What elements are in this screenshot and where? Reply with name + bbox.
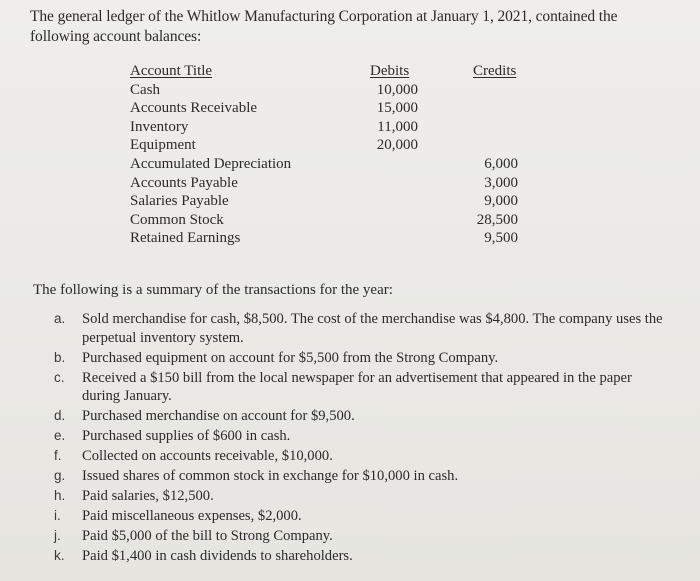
transaction-item xyxy=(50,349,670,368)
transaction-letter: f. xyxy=(54,448,62,463)
account-title: Retained Earnings xyxy=(130,230,241,247)
header-debits: Debits xyxy=(370,63,410,79)
transaction-text: Issued shares of common stock in exchange for $10,000 in cash. xyxy=(82,468,459,484)
transaction-list xyxy=(50,310,670,567)
account-title: Common Stock xyxy=(130,211,224,228)
transaction-item xyxy=(50,427,670,446)
credit-amount: 9,000 xyxy=(484,193,518,210)
transaction-letter: k. xyxy=(54,548,65,563)
debit-amount: 10,000 xyxy=(376,81,418,98)
transaction-item xyxy=(50,369,670,406)
header-credits: Credits xyxy=(473,63,517,79)
transaction-letter: i. xyxy=(54,508,61,523)
credit-amount: 9,500 xyxy=(484,230,518,247)
transaction-text: Paid $1,400 in cash dividends to shareholders. xyxy=(82,548,353,564)
transaction-letter: g. xyxy=(54,468,66,483)
transaction-item xyxy=(50,487,670,506)
header-account-title: Account Title xyxy=(130,63,213,79)
account-title: Accounts Payable xyxy=(130,174,238,191)
transaction-letter: j. xyxy=(54,528,61,543)
account-title: Accumulated Depreciation xyxy=(130,155,292,172)
transaction-item xyxy=(50,527,670,546)
debit-amount: 20,000 xyxy=(376,137,418,154)
account-title: Equipment xyxy=(130,137,196,154)
account-title: Salaries Payable xyxy=(130,193,229,210)
transaction-text: Paid salaries, $12,500. xyxy=(82,488,214,504)
debit-amount: 15,000 xyxy=(376,100,418,117)
transaction-letter: c. xyxy=(54,369,65,385)
debit-amount: 11,000 xyxy=(377,118,418,135)
account-title: Cash xyxy=(130,81,160,98)
credit-amount: 6,000 xyxy=(484,155,518,172)
transaction-text: Purchased supplies of $600 in cash. xyxy=(82,428,291,444)
summary-heading: The following is a summary of the transactions for the year: xyxy=(33,282,393,298)
transaction-text: Received a $150 bill from the local newspaper for an advertisement that appeared in the paper during January. xyxy=(82,369,632,404)
intro-paragraph: The general ledger of the Whitlow Manufacturing Corporation at January 1, 2021, contained the following account balances: xyxy=(30,8,618,45)
transaction-text: Sold merchandise for cash, $8,500. The cost of the merchandise was $4,800. The company uses the perpetual inventory system. xyxy=(82,311,663,346)
transaction-text: Paid miscellaneous expenses, $2,000. xyxy=(82,508,302,524)
account-title: Inventory xyxy=(130,118,189,135)
transaction-item xyxy=(50,447,670,466)
account-title: Accounts Receivable xyxy=(130,100,258,117)
transaction-item xyxy=(50,547,670,566)
transaction-letter: d. xyxy=(54,408,66,423)
transaction-letter: a. xyxy=(54,311,66,326)
transaction-text: Purchased equipment on account for $5,500 from the Strong Company. xyxy=(82,349,499,366)
transaction-text: Collected on accounts receivable, $10,000. xyxy=(82,448,333,464)
transaction-text: Purchased merchandise on account for $9,500. xyxy=(82,408,355,424)
transaction-item xyxy=(50,507,670,526)
credit-amount: 3,000 xyxy=(484,174,518,191)
transaction-letter: b. xyxy=(54,349,66,365)
transaction-letter: h. xyxy=(54,488,66,503)
transaction-item xyxy=(50,310,670,347)
transaction-item xyxy=(50,467,670,486)
credit-amount: 28,500 xyxy=(476,211,518,228)
transaction-text: Paid $5,000 of the bill to Strong Company. xyxy=(82,528,333,544)
transaction-letter: e. xyxy=(54,428,66,443)
transaction-item xyxy=(50,407,670,426)
